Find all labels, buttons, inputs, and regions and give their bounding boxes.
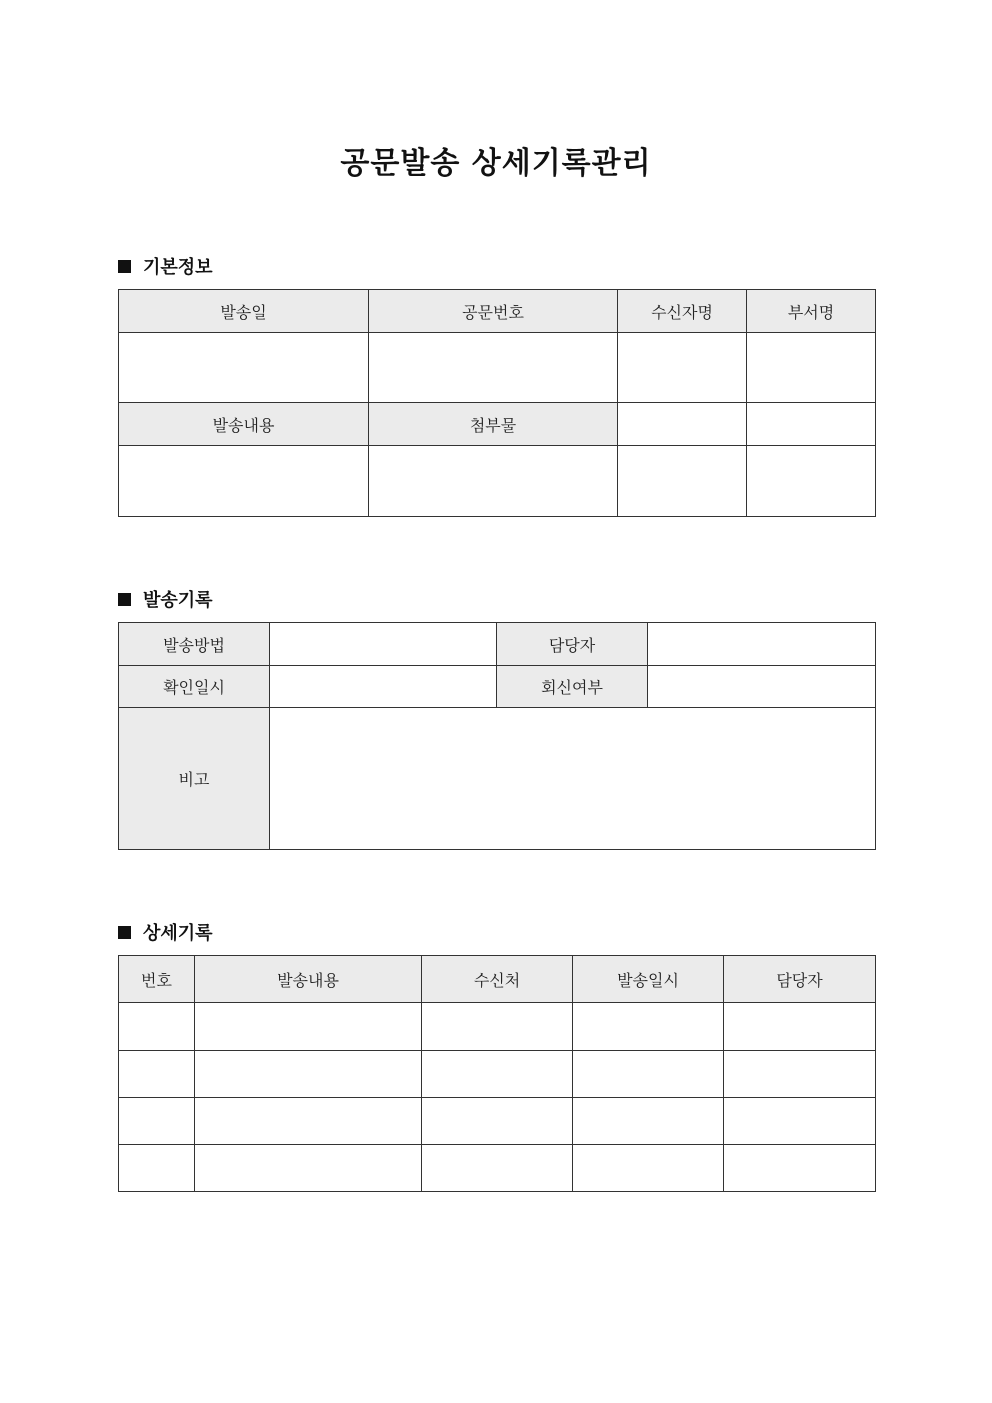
table-cell[interactable] xyxy=(724,1098,876,1145)
table-cell[interactable] xyxy=(195,1051,422,1098)
value-row xyxy=(119,446,876,517)
table-cell[interactable] xyxy=(195,1098,422,1145)
table-cell[interactable] xyxy=(195,1003,422,1051)
section-title: 기본정보 xyxy=(143,257,213,278)
blank-cell[interactable] xyxy=(747,403,876,446)
remarks-cell[interactable] xyxy=(270,708,876,850)
blank-cell[interactable] xyxy=(618,446,747,517)
header-send-content: 발송내용 xyxy=(119,403,369,446)
header-department: 부서명 xyxy=(747,290,876,333)
dispatch-record-table xyxy=(118,622,876,850)
table-cell[interactable] xyxy=(573,1003,724,1051)
form-row xyxy=(119,708,876,850)
table-cell[interactable] xyxy=(573,1098,724,1145)
table-cell[interactable] xyxy=(573,1051,724,1098)
send-method-cell[interactable] xyxy=(270,623,497,666)
section-heading-dispatch-record xyxy=(118,586,213,612)
header-doc-number: 공문번호 xyxy=(369,290,618,333)
manager-cell[interactable] xyxy=(648,623,876,666)
send-content-cell[interactable] xyxy=(119,446,369,517)
square-bullet-icon xyxy=(118,926,131,939)
table-row xyxy=(119,1051,876,1098)
square-bullet-icon xyxy=(118,593,131,606)
table-cell[interactable] xyxy=(724,1051,876,1098)
header-row xyxy=(119,290,876,333)
department-cell[interactable] xyxy=(747,333,876,403)
section-heading-detail-record xyxy=(118,919,213,945)
header-recipient-name: 수신자명 xyxy=(618,290,747,333)
value-row xyxy=(119,333,876,403)
square-bullet-icon xyxy=(118,260,131,273)
table-cell[interactable] xyxy=(422,1145,573,1192)
section-title: 발송기록 xyxy=(143,590,213,611)
doc-number-cell[interactable] xyxy=(369,333,618,403)
header-attachment: 첨부물 xyxy=(369,403,618,446)
header-number: 번호 xyxy=(119,956,195,1003)
table-cell[interactable] xyxy=(422,1051,573,1098)
table-cell[interactable] xyxy=(119,1051,195,1098)
header-manager: 담당자 xyxy=(724,956,876,1003)
blank-cell[interactable] xyxy=(618,403,747,446)
basic-info-table xyxy=(118,289,876,517)
attachment-cell[interactable] xyxy=(369,446,618,517)
blank-cell[interactable] xyxy=(747,446,876,517)
header-row xyxy=(119,403,876,446)
table-cell[interactable] xyxy=(119,1003,195,1051)
label-manager: 담당자 xyxy=(497,623,648,666)
table-cell[interactable] xyxy=(422,1098,573,1145)
table-row xyxy=(119,1145,876,1192)
header-send-datetime: 발송일시 xyxy=(573,956,724,1003)
confirm-datetime-cell[interactable] xyxy=(270,666,497,708)
table-cell[interactable] xyxy=(195,1145,422,1192)
table-cell[interactable] xyxy=(724,1003,876,1051)
table-cell[interactable] xyxy=(573,1145,724,1192)
reply-status-cell[interactable] xyxy=(648,666,876,708)
table-row xyxy=(119,1098,876,1145)
section-title: 상세기록 xyxy=(143,923,213,944)
form-row xyxy=(119,666,876,708)
section-heading-basic-info xyxy=(118,253,213,279)
table-cell[interactable] xyxy=(119,1145,195,1192)
table-cell[interactable] xyxy=(422,1003,573,1051)
form-row xyxy=(119,623,876,666)
label-reply-status: 회신여부 xyxy=(497,666,648,708)
recipient-name-cell[interactable] xyxy=(618,333,747,403)
table-cell[interactable] xyxy=(119,1098,195,1145)
table-cell[interactable] xyxy=(724,1145,876,1192)
label-confirm-datetime: 확인일시 xyxy=(119,666,270,708)
detail-record-table xyxy=(118,955,876,1192)
header-recipient: 수신처 xyxy=(422,956,573,1003)
page-title: 공문발송 상세기록관리 xyxy=(340,146,652,181)
send-date-cell[interactable] xyxy=(119,333,369,403)
label-send-method: 발송방법 xyxy=(119,623,270,666)
header-send-content: 발송내용 xyxy=(195,956,422,1003)
header-row xyxy=(119,956,876,1003)
label-remarks: 비고 xyxy=(119,708,270,850)
table-row xyxy=(119,1003,876,1051)
header-send-date: 발송일 xyxy=(119,290,369,333)
